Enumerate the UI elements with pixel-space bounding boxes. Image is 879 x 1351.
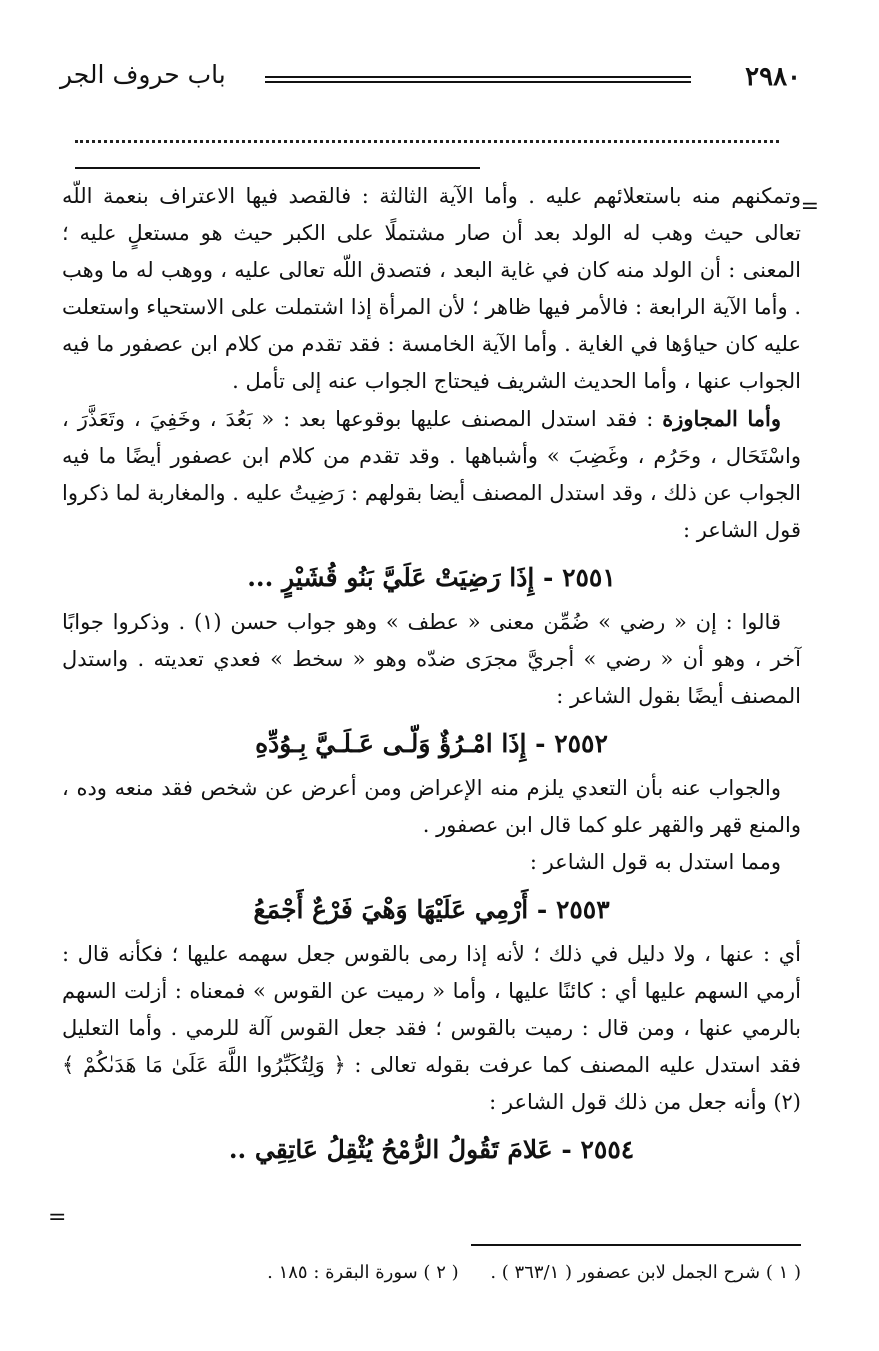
verse: ٢٥٥٣ - أَرْمِي عَلَيْهَا وَهْيَ فَرْعٌ أَجْمَعُ [253, 895, 610, 924]
continuation-mark: = [800, 194, 819, 219]
paragraph: والجواب عنه بأن التعدي يلزم منه الإعراض ومن أعرض عن شخص فقد منعه وده ، والمنع قهر والقهر علو كما قال ابن عصفور . [62, 776, 801, 837]
paragraph-text: : فقد استدل المصنف عليها بوقوعها بعد : « بَعُدَ ، وخَفِيَ ، وتَعَذَّرَ ، واسْتَحَال ، وحَرُم ، وغَضِبَ » وأشباهها . وقد تقدم من كلام ابن عصفور أيضًا ما فيه الجواب عن ذلك ، وقد استدل المصنف أيضا بقولهم : رَضِيتُ عليه . والمغاربة لما ذكروا قول الشاعر : [62, 407, 801, 542]
verse: ٢٥٥٢ - إِذَا امْـرُؤٌ وَلّـى عَـلَـيَّ بِـوُدِّهِ [255, 729, 608, 758]
short-rule [75, 167, 480, 169]
page-number: ٢٩٨٠ [745, 62, 801, 92]
verse: ٢٥٥٤ - عَلامَ تَقُولُ الرُّمْحُ يُثْقِلُ عَاتِقِي .. [228, 1135, 635, 1164]
paragraph: وتمكنهم منه باستعلائهم عليه . وأما الآية الثالثة : فالقصد فيها الاعتراف بنعمة اللّه تعالى حيث وهب له الولد بعد أن صار مشتملًا على الكبر حيث هو مستعلٍ عليه ؛ المعنى : أن الولد منه كان في غاية البعد ، فتصدق اللّه تعالى عليه ، ووهب له ما وهب . وأما الآية الرابعة : فالأمر فيها ظاهر ؛ لأن المرأة إذا اشتملت على الاستحياء واستعلت عليه كان حياؤها في الغاية . وأما الآية الخامسة : فقد تقدم من كلام ابن عصفور ما فيه الجواب عنها ، وأما الحديث الشريف فيحتاج الجواب عنه إلى تأمل . [62, 184, 801, 393]
paragraph [62, 400, 801, 549]
paragraph: ومما استدل به قول الشاعر : [529, 850, 781, 874]
footnote-rule [471, 1244, 801, 1246]
dotted-separator [75, 140, 779, 143]
footnotes [80, 1262, 801, 1283]
verse: ٢٥٥١ - إِذَا رَضِيَتْ عَلَيَّ بَنُو قُشَيْرٍ ... [247, 563, 616, 592]
section-lead: وأما المجاوزة [662, 406, 781, 431]
running-title: باب حروف الجر [60, 60, 226, 89]
footnote: ( ٢ ) سورة البقرة : ١٨٥ . [267, 1262, 459, 1283]
continuation-mark: = [48, 1205, 67, 1230]
paragraph: أي : عنها ، ولا دليل في ذلك ؛ لأنه إذا رمى بالقوس جعل سهمه عليها ؛ فكأنه قال : أرمي السهم عليها أي : كائنًا عليها ، وأما « رميت عن القوس » فمعناه : أزلت السهم بالرمي عنها ، ومن قال : رميت بالقوس ؛ فقد جعل القوس آلة للرمي . وأما التعليل فقد استدل عليه المصنف كما عرفت بقوله تعالى : ﴿ وَلِتُكَبِّرُوا اللَّهَ عَلَىٰ مَا هَدَىٰكُمْ ﴾ (٢) وأنه جعل من ذلك قول الشاعر : [62, 942, 801, 1114]
paragraph: قالوا : إن « رضي » ضُمِّن معنى « عطف » وهو جواب حسن (١) . وذكروا جوابًا آخر ، وهو أن « رضي » أجريَّ مجرَى ضدّه وهو « سخط » فعدي تعديته . واستدل المصنف أيضًا بقول الشاعر : [62, 610, 801, 708]
header-rule [265, 76, 691, 83]
page-header [60, 60, 801, 104]
footnote: ( ١ ) شرح الجمل لابن عصفور ( ٣٦٣/١ ) . [490, 1262, 801, 1283]
body-text [62, 178, 801, 1176]
